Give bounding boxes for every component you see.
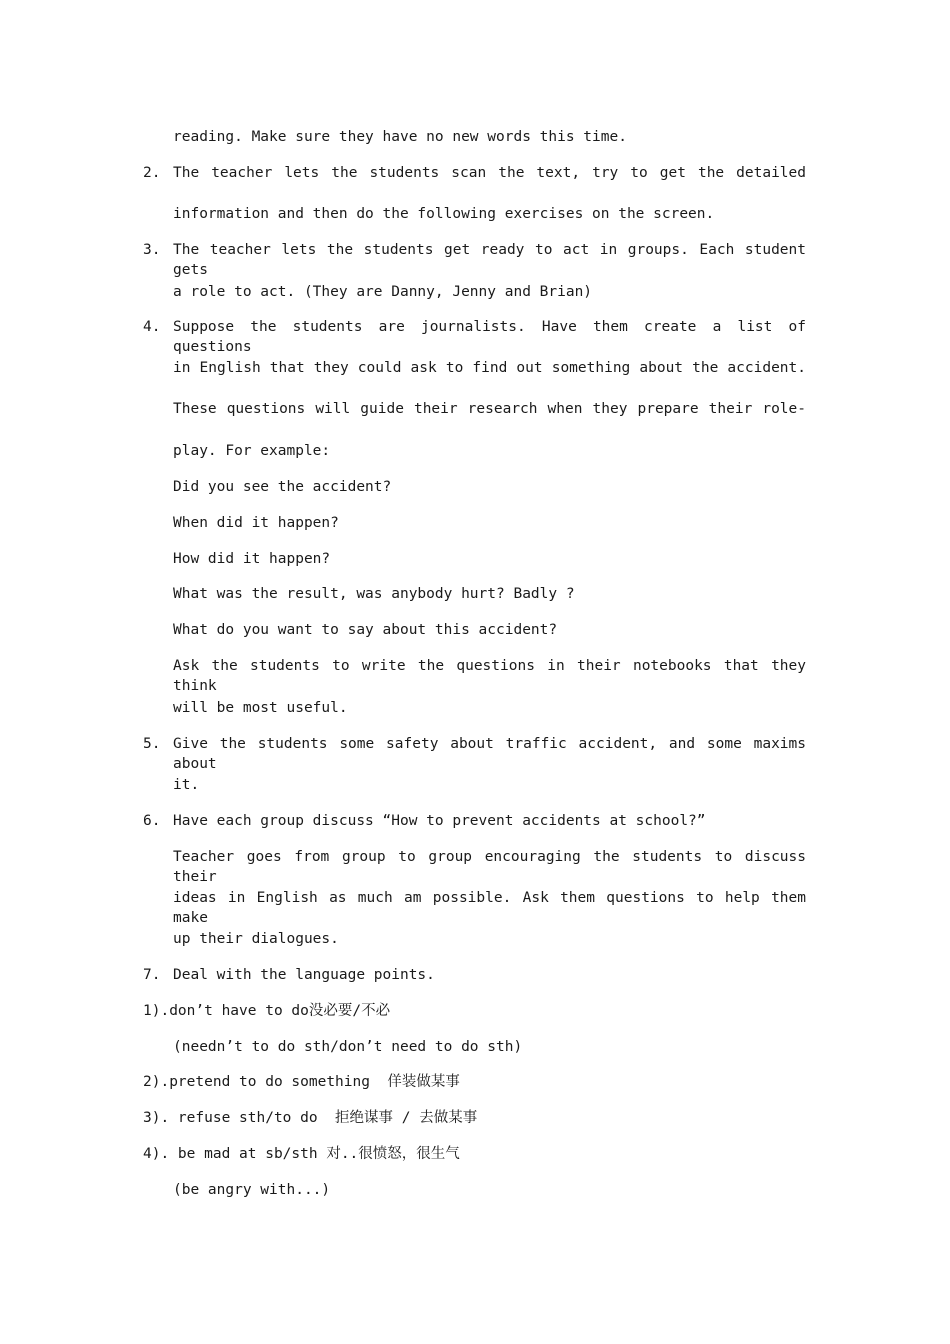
paragraph-line: a role to act. (They are Danny, Jenny and Brian)	[173, 284, 593, 300]
language-point-note: (needn’t to do sth/don’t need to do sth)	[173, 1039, 523, 1055]
list-number: 4.	[143, 319, 161, 335]
paragraph-line: Ask the students to write the questions in their notebooks that they think	[173, 658, 806, 694]
list-number: 2.	[143, 165, 161, 181]
paragraph-line: information and then do the following exercises on the screen.	[173, 206, 715, 222]
paragraph-line: Deal with the language points.	[173, 967, 435, 983]
language-point: 2).pretend to do something 佯装做某事	[143, 1074, 460, 1090]
language-point: 1).don’t have to do没必要/不必	[143, 1003, 391, 1019]
paragraph-line: up their dialogues.	[173, 931, 339, 947]
paragraph-line: it.	[173, 777, 200, 793]
paragraph-line: Teacher goes from group to group encouraging the students to discuss their	[173, 849, 806, 885]
language-point-note: (be angry with...)	[173, 1182, 331, 1198]
paragraph-line: The teacher lets the students scan the text, try to get the detailed	[173, 165, 806, 181]
list-number: 3.	[143, 242, 161, 258]
paragraph-line: These questions will guide their research when they prepare their role-	[173, 401, 806, 417]
paragraph-line: Suppose the students are journalists. Have them create a list of questions	[173, 319, 806, 355]
example-question: When did it happen?	[173, 515, 339, 531]
list-number: 7.	[143, 967, 161, 983]
paragraph-line: play. For example:	[173, 443, 331, 459]
paragraph-line: The teacher lets the students get ready to act in groups. Each student gets	[173, 242, 806, 278]
example-question: What was the result, was anybody hurt? Badly ?	[173, 586, 575, 602]
list-number: 6.	[143, 813, 161, 829]
paragraph-line: reading. Make sure they have no new words this time.	[173, 129, 627, 145]
language-point: 4). be mad at sb/sth 对..很愤怒，很生气	[143, 1146, 460, 1162]
paragraph-line: in English that they could ask to find out something about the accident.	[173, 360, 806, 376]
paragraph-line: Have each group discuss “How to prevent accidents at school?”	[173, 813, 706, 829]
language-point: 3). refuse sth/to do 拒绝谋事 / 去做某事	[143, 1110, 478, 1126]
example-question: Did you see the accident?	[173, 479, 392, 495]
example-question: What do you want to say about this accident?	[173, 622, 558, 638]
paragraph-line: ideas in English as much am possible. Ask them questions to help them make	[173, 890, 806, 926]
paragraph-line: will be most useful.	[173, 700, 348, 716]
example-question: How did it happen?	[173, 551, 331, 567]
list-number: 5.	[143, 736, 161, 752]
paragraph-line: Give the students some safety about traffic accident, and some maxims about	[173, 736, 806, 772]
